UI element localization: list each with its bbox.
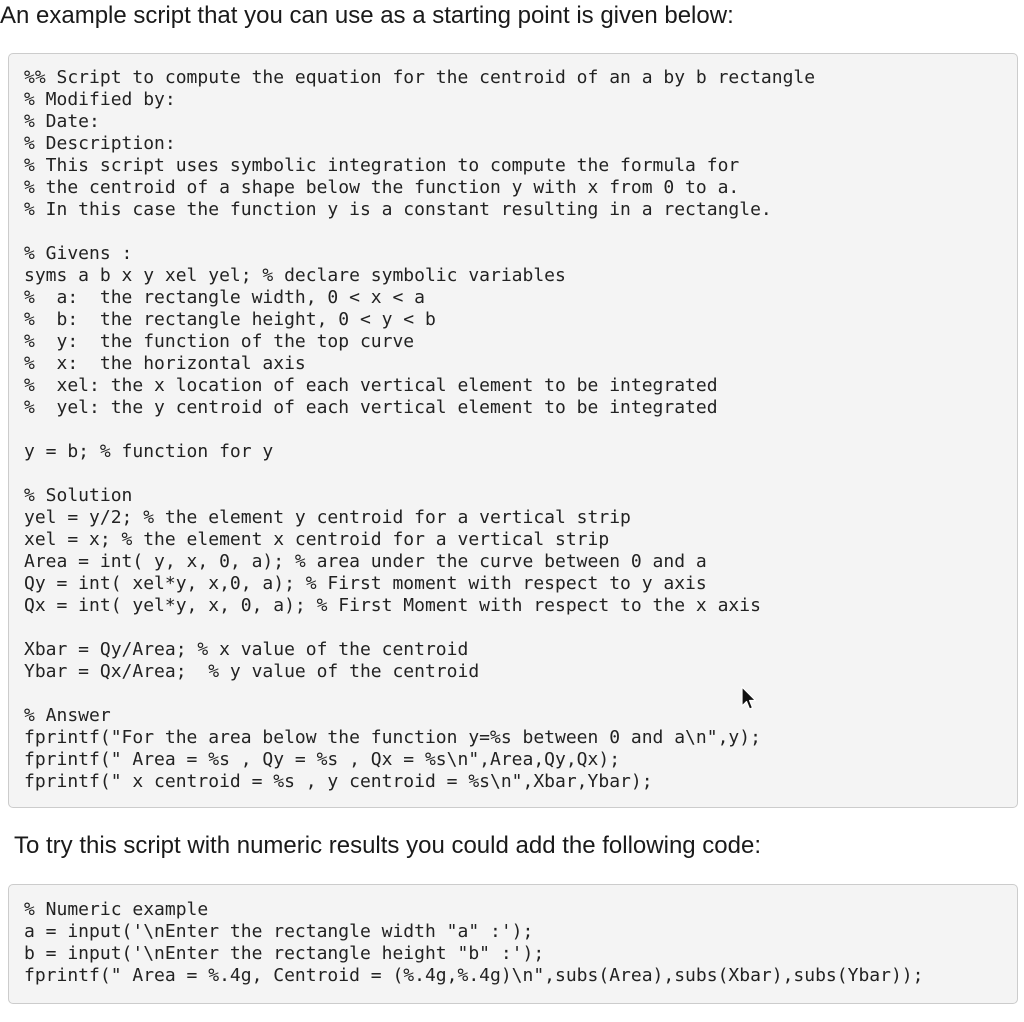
code-line: fprintf(" Area = %.4g, Centroid = (%.4g,%.4g)\n",subs(Area),subs(Xbar),subs(Ybar)); [24, 965, 924, 986]
code-line: % This script uses symbolic integration to compute the formula for [24, 155, 740, 176]
code-line: % x: the horizontal axis [24, 353, 306, 374]
followup-paragraph: To try this script with numeric results you could add the following code: [14, 832, 762, 859]
code-line [24, 683, 1017, 705]
numeric-code-block[interactable] [8, 884, 1018, 1004]
code-line: Area = int( y, x, 0, a); % area under the curve between 0 and a [24, 551, 707, 572]
code-line: fprintf(" x centroid = %s , y centroid = %s\n",Xbar,Ybar); [24, 771, 653, 792]
code-line: % Answer [24, 705, 111, 726]
code-line: % yel: the y centroid of each vertical element to be integrated [24, 397, 718, 418]
code-line: Qy = int( xel*y, x,0, a); % First moment with respect to y axis [24, 573, 707, 594]
code-line: a = input('\nEnter the rectangle width "a" :'); [24, 921, 534, 942]
script-code-block[interactable] [8, 53, 1018, 808]
code-line: Ybar = Qx/Area; % y value of the centroid [24, 661, 480, 682]
code-line [24, 419, 1017, 441]
code-line: fprintf(" Area = %s , Qy = %s , Qx = %s\n",Area,Qy,Qx); [24, 749, 621, 770]
code-line: % a: the rectangle width, 0 < x < a [24, 287, 425, 308]
intro-paragraph: An example script that you can use as a starting point is given below: [0, 2, 734, 29]
code-line: %% Script to compute the equation for the centroid of an a by b rectangle [24, 67, 816, 88]
code-line [24, 221, 1017, 243]
code-line: yel = y/2; % the element y centroid for a vertical strip [24, 507, 631, 528]
code-line: % Givens : [24, 243, 133, 264]
code-line: % Solution [24, 485, 133, 506]
code-line: syms a b x y xel yel; % declare symbolic variables [24, 265, 566, 286]
code-line [24, 617, 1017, 639]
code-line: % Numeric example [24, 899, 209, 920]
code-line: % In this case the function y is a constant resulting in a rectangle. [24, 199, 772, 220]
code-line: xel = x; % the element x centroid for a vertical strip [24, 529, 610, 550]
code-line: % Date: [24, 111, 100, 132]
mouse-pointer-icon [740, 686, 758, 712]
code-line: y = b; % function for y [24, 441, 274, 462]
code-line: % Modified by: [24, 89, 176, 110]
code-line: Qx = int( yel*y, x, 0, a); % First Moment with respect to the x axis [24, 595, 761, 616]
code-line: b = input('\nEnter the rectangle height "b" :'); [24, 943, 545, 964]
code-line: % xel: the x location of each vertical element to be integrated [24, 375, 718, 396]
code-line: % y: the function of the top curve [24, 331, 415, 352]
code-line: Xbar = Qy/Area; % x value of the centroid [24, 639, 469, 660]
code-line: % b: the rectangle height, 0 < y < b [24, 309, 436, 330]
code-line: % the centroid of a shape below the function y with x from 0 to a. [24, 177, 740, 198]
code-line: fprintf("For the area below the function y=%s between 0 and a\n",y); [24, 727, 761, 748]
code-line: % Description: [24, 133, 176, 154]
code-line [24, 463, 1017, 485]
